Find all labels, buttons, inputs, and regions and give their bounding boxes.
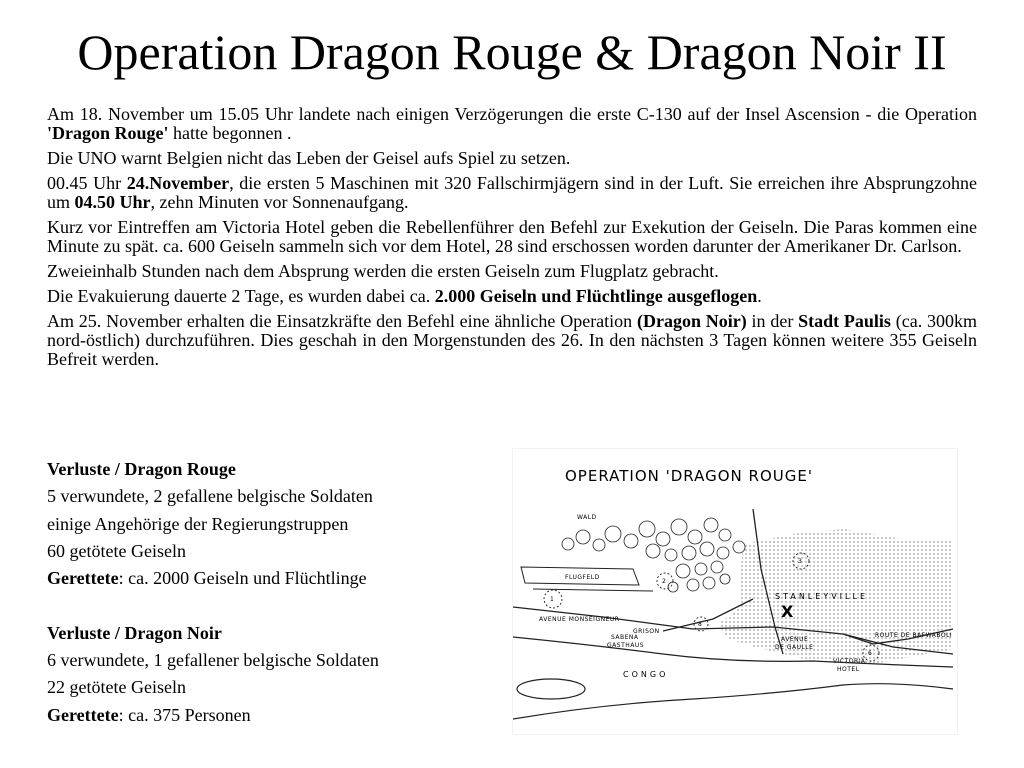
map-drawing [513, 449, 957, 734]
body-paragraph [47, 262, 977, 281]
losses-noir-line: 22 getötete Geiseln [47, 677, 186, 698]
text-run: , zehn Minuten vor Sonnenaufgang. [150, 192, 409, 212]
text-run: Zweieinhalb Stunden nach dem Absprung werden die ersten Geiseln zum Flugplatz gebracht. [47, 261, 719, 281]
body-paragraph [47, 287, 977, 306]
text-run: Die UNO warnt Belgien nicht das Leben der Geisel aufs Spiel zu setzen. [47, 148, 571, 168]
body-paragraph [47, 218, 977, 256]
text-run: Am 18. November um 15.05 Uhr landete nach einigen Verzögerungen die erste C-130 auf der Insel Ascension - die Operation [47, 104, 977, 124]
map-label-wald: WALD [577, 514, 597, 521]
body-paragraph [47, 105, 977, 143]
map-label-flugfeld: FLUGFELD [565, 574, 600, 581]
bold-text: 'Dragon Rouge' [47, 123, 169, 143]
text-run: Am 25. November erhalten die Einsatzkräfte den Befehl eine ähnliche Operation [47, 311, 637, 331]
bold-text: 04.50 Uhr [74, 192, 151, 212]
losses-rouge-heading: Verluste / Dragon Rouge [47, 459, 236, 479]
text-run: in der [746, 311, 799, 331]
losses-noir-heading: Verluste / Dragon Noir [47, 622, 222, 643]
marker-label: 1 [550, 596, 555, 603]
map-label-grison: GRISON [633, 628, 660, 635]
body-paragraph [47, 149, 977, 168]
losses-noir-rescued: Gerettete: ca. 375 Personen [47, 704, 251, 725]
losses-rouge-line: 5 verwundete, 2 gefallene belgische Soldaten [47, 486, 373, 507]
operation-map [512, 448, 958, 735]
marker-label: 3 [798, 558, 803, 565]
body-paragraph [47, 174, 977, 212]
bold-text: 2.000 Geiseln und Flüchtlinge ausgeflogen [434, 286, 758, 306]
target-marker-x: X [781, 602, 794, 621]
map-label-stanleyville: STANLEYVILLE [775, 592, 868, 601]
losses-rouge-rescued: Gerettete: ca. 2000 Geiseln und Flüchtlinge [47, 568, 367, 589]
island [517, 679, 585, 699]
text-run: 00.45 Uhr [47, 173, 127, 193]
losses-rouge-line: 60 getötete Geiseln [47, 540, 186, 561]
losses-noir-line: 6 verwundete, 1 gefallener belgische Soldaten [47, 650, 379, 671]
text-run: , die ersten 5 Maschinen mit 320 Fallschirmjägern sind in der Luft. Sie erreichen ihre Absprungzohne um [47, 173, 978, 212]
losses-rouge-line: einige Angehörige der Regierungstruppen [47, 513, 349, 534]
map-label-victoria: VICTORIA [833, 658, 866, 665]
body-paragraph [47, 312, 977, 369]
losses-section [47, 456, 507, 729]
map-label-gasthaus: GASTHAUS [607, 642, 645, 649]
slide-title: Operation Dragon Rouge & Dragon Noir II [77, 24, 947, 80]
marker-label: 6 [868, 650, 873, 657]
map-label-avenue: AVENUE [781, 636, 809, 643]
marker-label: 2 [662, 578, 667, 585]
text-run: Kurz vor Eintreffen am Victoria Hotel geben die Rebellenführer den Befehl zur Exekution der Geiseln. Die Paras kommen eine Minute zu spät. ca. 600 Geiseln sammeln sich vor dem Hotel, 28 sind erschossen worden darunter der Amerikaner Dr. Carlson. [47, 217, 977, 256]
text-run: . [757, 286, 762, 306]
bold-text: 24.November [126, 173, 230, 193]
map-label-route: ROUTE DE BAFWABOLI [875, 632, 953, 639]
body-text [47, 105, 977, 375]
marker-label: 8 [698, 621, 703, 628]
text-run: hatte begonnen . [168, 123, 292, 143]
text-run: (ca. 300km nord-östlich) durchzuführen. Dies geschah in den Morgenstunden des 26. In den nächsten 3 Tagen können weitere 355 Geiseln Befreit werden. [47, 311, 977, 369]
text-run: Die Evakuierung dauerte 2 Tage, es wurden dabei ca. [47, 286, 435, 306]
bold-text: Stadt Paulis [798, 311, 891, 331]
map-label-hotel: HOTEL [837, 666, 860, 673]
map-label-congo: CONGO [623, 670, 669, 679]
map-title: OPERATION 'DRAGON ROUGE' [565, 467, 813, 485]
map-label-de-gaulle: DE GAULLE [775, 644, 814, 651]
map-label-avenue-monseigneur: AVENUE MONSEIGNEUR [539, 616, 620, 623]
bold-text: (Dragon Noir) [636, 311, 747, 331]
map-label-sabena: SABENA [611, 634, 639, 641]
